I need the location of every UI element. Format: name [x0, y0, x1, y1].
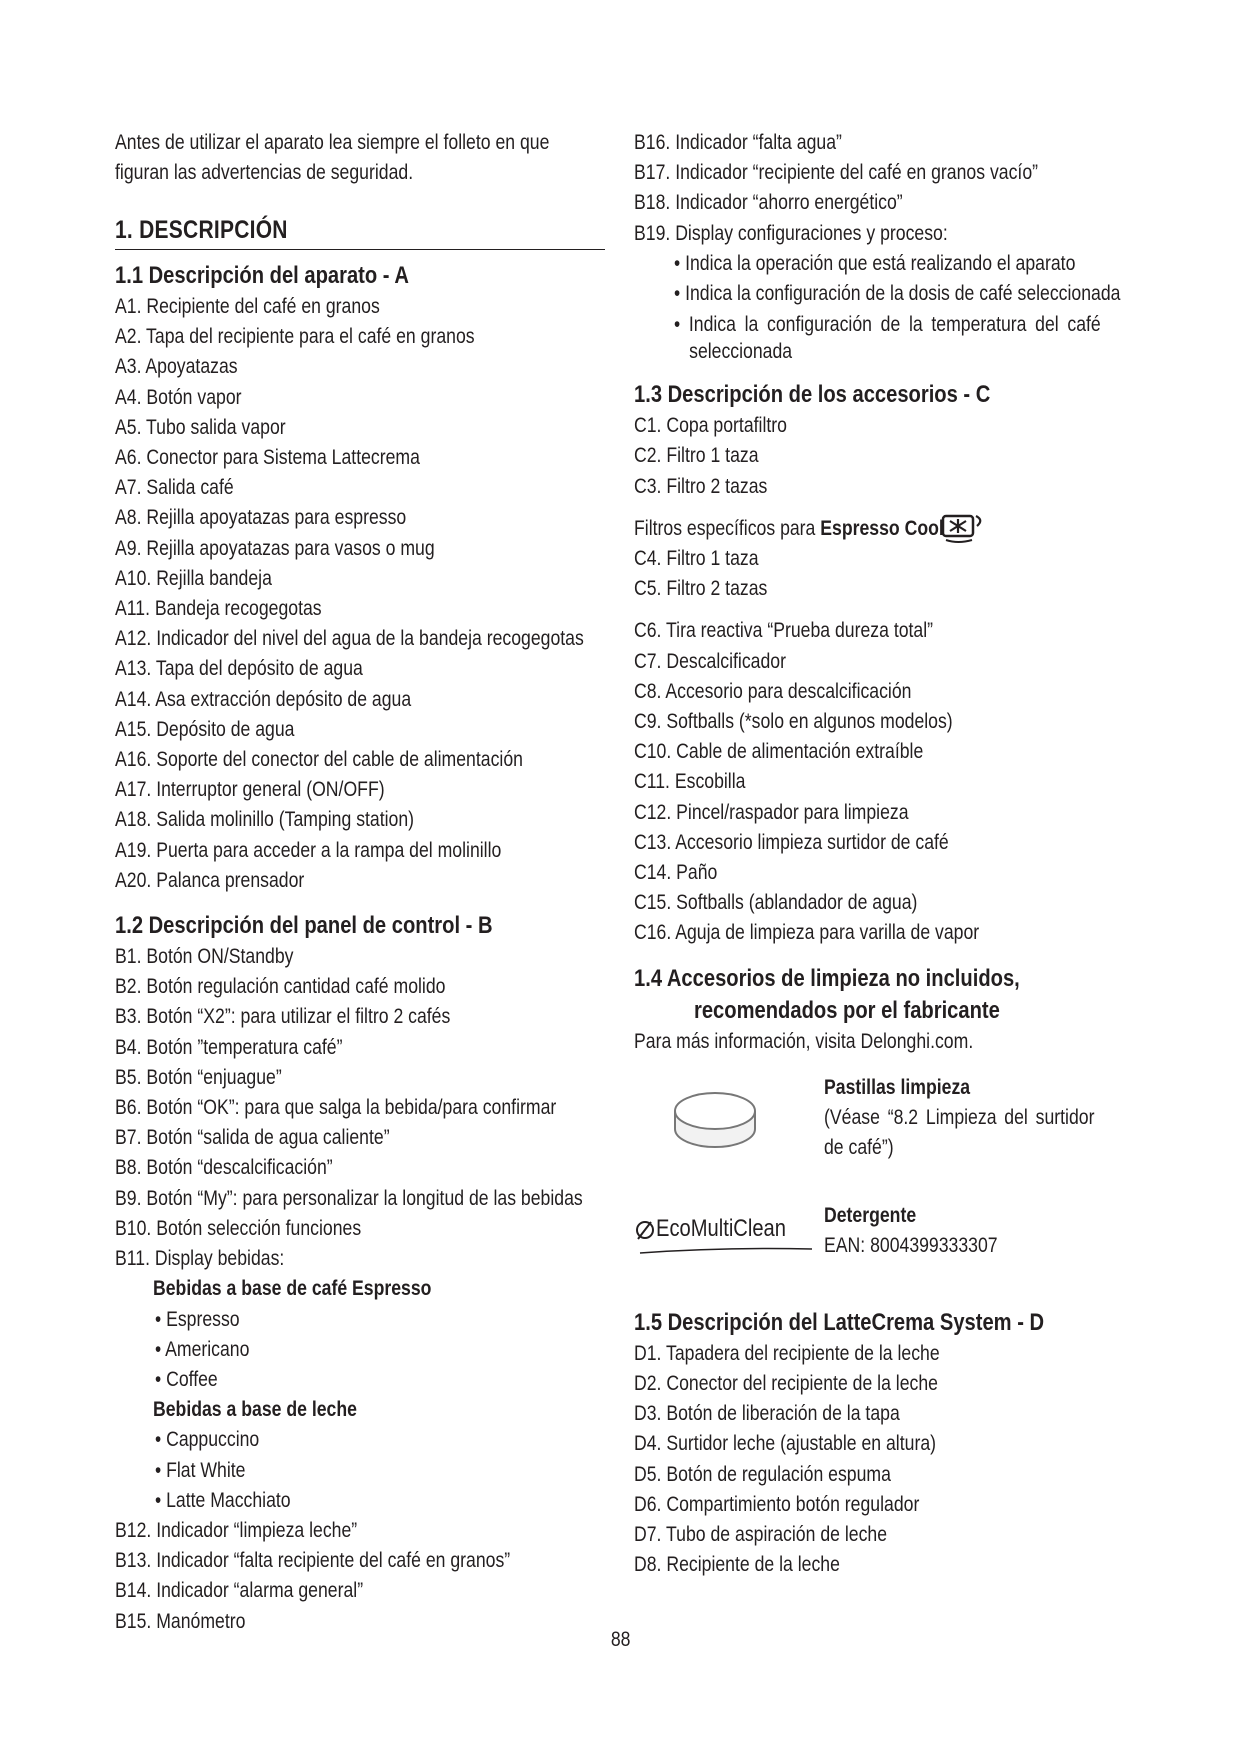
list-milk — [115, 1425, 605, 1516]
list-item-d — [634, 1399, 1124, 1429]
ean-line — [824, 1231, 1124, 1261]
list-item-d — [634, 1339, 1124, 1369]
list-item-b19 — [634, 279, 1124, 309]
list-item-b — [115, 1153, 605, 1183]
list-item-a-text: A3. Apoyatazas — [115, 355, 238, 379]
list-item-c-text: C7. Descalcificador — [634, 649, 786, 673]
list-item-c — [634, 472, 1124, 502]
list-item-c-text: C1. Copa portafiltro — [634, 414, 787, 438]
list-item-b — [634, 128, 1124, 158]
list-item-a-text: A20. Palanca prensador — [115, 868, 305, 892]
list-item-c-text: C9. Softballs (*solo en algunos modelos) — [634, 710, 953, 734]
list-item-b — [115, 1516, 605, 1546]
list-item-espresso — [115, 1335, 605, 1365]
list-item-c-text: C12. Pincel/raspador para limpieza — [634, 800, 909, 824]
list-item-a — [115, 322, 605, 352]
espresso-drinks-label: Bebidas a base de café Espresso — [153, 1277, 432, 1301]
section-1-4-heading-cont — [634, 995, 1124, 1027]
section-1-4-title-line2: recomendados por el fabricante — [694, 996, 1000, 1024]
right-column — [634, 128, 1124, 1581]
list-item-c — [634, 411, 1124, 441]
list-item-b-text: B19. Display configuraciones y proceso: — [634, 221, 948, 245]
section-1-5-title: 1.5 Descripción del LatteCrema System - D — [634, 1308, 1045, 1336]
list-item-espresso-text: • Coffee — [155, 1367, 218, 1391]
list-item-d-text: D3. Botón de liberación de la tapa — [634, 1402, 900, 1426]
list-item-a-text: A8. Rejilla apoyatazas para espresso — [115, 506, 407, 530]
list-item-c — [634, 441, 1124, 471]
list-item-b — [634, 219, 1124, 249]
list-item-d-text: D4. Surtidor leche (ajustable en altura) — [634, 1432, 937, 1456]
list-item-a-text: A2. Tapa del recipiente para el café en granos — [115, 325, 475, 349]
list-item-b — [115, 1214, 605, 1244]
list-item-b19-text: • Indica la operación que está realizando el aparato — [674, 251, 1076, 275]
pastillas-title-text: Pastillas limpieza — [824, 1075, 971, 1099]
list-item-b-text: B2. Botón regulación cantidad café molido — [115, 975, 446, 999]
list-item-b — [115, 1244, 605, 1274]
page-number — [0, 1628, 1241, 1652]
list-item-a — [115, 534, 605, 564]
list-c-part1 — [634, 411, 1124, 502]
list-item-b-text: B9. Botón “My”: para personalizar la longitud de las bebidas — [115, 1186, 583, 1210]
list-item-c-text: C15. Softballs (ablandador de agua) — [634, 891, 918, 915]
list-item-a-text: A17. Interruptor general (ON/OFF) — [115, 778, 385, 802]
list-item-a-text: A1. Recipiente del café en granos — [115, 295, 380, 318]
espresso-cool-icon — [940, 512, 992, 544]
left-column — [115, 128, 605, 1637]
list-item-b-text: B4. Botón ”temperatura café” — [115, 1035, 343, 1059]
list-item-a-text: A11. Bandeja recogegotas — [115, 597, 322, 621]
list-item-b-text: B1. Botón ON/Standby — [115, 945, 294, 969]
detergente-title — [824, 1201, 1124, 1231]
logo-text: EcoMultiClean — [656, 1214, 786, 1242]
list-item-c — [634, 858, 1124, 888]
list-item-a — [115, 503, 605, 533]
section-1-3-heading — [634, 379, 1124, 411]
list-item-espresso — [115, 1305, 605, 1335]
list-item-a-text: A9. Rejilla apoyatazas para vasos o mug — [115, 536, 435, 560]
list-item-b — [115, 1033, 605, 1063]
ean-text: EAN: 8004399333307 — [824, 1234, 998, 1258]
list-item-c — [634, 544, 1124, 574]
pastillas-desc — [824, 1103, 1124, 1163]
list-item-c-text: C11. Escobilla — [634, 770, 746, 794]
list-item-a-text: A14. Asa extracción depósito de agua — [115, 687, 412, 711]
list-item-b — [115, 1002, 605, 1032]
list-item-b — [115, 1576, 605, 1606]
list-item-b — [115, 1546, 605, 1576]
list-item-d — [634, 1460, 1124, 1490]
list-item-a-text: A7. Salida café — [115, 476, 234, 500]
list-c-part2 — [634, 544, 1124, 604]
list-item-b19 — [634, 249, 1124, 279]
detergente-title-text: Detergente — [824, 1203, 917, 1227]
list-item-a-text: A19. Puerta para acceder a la rampa del molinillo — [115, 838, 502, 862]
list-item-b-text: B6. Botón “OK”: para que salga la bebida/para confirmar — [115, 1096, 557, 1120]
list-item-c — [634, 767, 1124, 797]
list-item-b — [634, 188, 1124, 218]
list-c-part3 — [634, 616, 1124, 948]
list-item-b — [115, 1123, 605, 1153]
list-item-espresso — [115, 1365, 605, 1395]
pastillas-desc-text: (Véase “8.2 Limpieza del surtidor de café”) — [824, 1106, 1095, 1160]
list-item-a — [115, 715, 605, 745]
list-item-milk — [115, 1456, 605, 1486]
list-item-milk — [115, 1425, 605, 1455]
list-item-a — [115, 805, 605, 835]
list-b-part1 — [115, 942, 605, 1274]
list-item-c-text: C13. Accesorio limpieza surtidor de café — [634, 830, 949, 854]
list-item-d — [634, 1520, 1124, 1550]
section-1-4-heading — [634, 963, 1124, 995]
list-item-a — [115, 352, 605, 382]
milk-drinks-label: Bebidas a base de leche — [153, 1398, 357, 1422]
list-item-c — [634, 888, 1124, 918]
list-item-c — [634, 574, 1124, 604]
list-item-b-text: B12. Indicador “limpieza leche” — [115, 1518, 358, 1542]
list-b19-bullets — [634, 249, 1124, 365]
milk-drinks-title — [115, 1395, 605, 1425]
list-item-b-text: B18. Indicador “ahorro energético” — [634, 191, 903, 215]
list-item-c — [634, 647, 1124, 677]
list-item-b-text: B13. Indicador “falta recipiente del café en granos” — [115, 1549, 511, 1573]
list-item-d-text: D5. Botón de regulación espuma — [634, 1462, 891, 1486]
list-item-a — [115, 564, 605, 594]
list-item-d-text: D1. Tapadera del recipiente de la leche — [634, 1341, 940, 1365]
list-item-a — [115, 624, 605, 654]
list-item-d — [634, 1550, 1124, 1580]
list-item-b-text: B3. Botón “X2”: para utilizar el filtro 2 cafés — [115, 1005, 451, 1029]
list-item-a-text: A6. Conector para Sistema Lattecrema — [115, 446, 420, 470]
list-item-a-text: A13. Tapa del depósito de agua — [115, 657, 363, 681]
list-item-d-text: D8. Recipiente de la leche — [634, 1553, 840, 1577]
list-item-b19 — [634, 311, 1124, 365]
list-item-b-text: B16. Indicador “falta agua” — [634, 131, 842, 154]
list-item-a — [115, 745, 605, 775]
list-item-c — [634, 798, 1124, 828]
list-item-b-text: B8. Botón “descalcificación” — [115, 1156, 333, 1180]
list-item-c — [634, 828, 1124, 858]
list-item-c-text: C5. Filtro 2 tazas — [634, 577, 768, 601]
list-item-b — [115, 1184, 605, 1214]
list-item-c — [634, 616, 1124, 646]
list-item-milk — [115, 1486, 605, 1516]
list-item-c-text: C2. Filtro 1 taza — [634, 444, 759, 468]
list-item-c-text: C14. Paño — [634, 861, 718, 885]
info-text: Para más información, visita Delonghi.com. — [634, 1029, 974, 1053]
list-item-b-text: B5. Botón “enjuague” — [115, 1065, 282, 1089]
intro-span: Antes de utilizar el aparato lea siempre el folleto en que figuran las advertencias de seguridad. — [115, 131, 550, 184]
pastillas-block — [634, 1073, 1124, 1185]
detergente-block — [634, 1201, 1124, 1279]
section-1-heading — [115, 216, 605, 250]
section-1-2-heading — [115, 910, 605, 942]
list-item-a-text: A15. Depósito de agua — [115, 717, 295, 741]
list-item-a — [115, 594, 605, 624]
cleaning-tablet-icon — [672, 1089, 758, 1151]
list-item-a-text: A4. Botón vapor — [115, 385, 242, 409]
list-item-b-text: B7. Botón “salida de agua caliente” — [115, 1126, 390, 1150]
list-item-a-text: A12. Indicador del nivel del agua de la bandeja recogegotas — [115, 627, 584, 651]
list-a — [115, 292, 605, 896]
list-item-a — [115, 866, 605, 896]
page-number-text: 88 — [610, 1628, 631, 1651]
list-item-c-text: C4. Filtro 1 taza — [634, 547, 759, 571]
list-item-c-text: C3. Filtro 2 tazas — [634, 474, 768, 498]
list-item-b-text: B14. Indicador “alarma general” — [115, 1579, 364, 1603]
list-b-part2 — [115, 1516, 605, 1637]
section-1-1-heading — [115, 260, 605, 292]
espresso-drinks-title — [115, 1274, 605, 1304]
list-item-d-text: D7. Tubo de aspiración de leche — [634, 1523, 888, 1547]
list-item-c-text: C10. Cable de alimentación extraíble — [634, 740, 924, 764]
list-item-a-text: A5. Tubo salida vapor — [115, 415, 286, 439]
pastillas-title — [824, 1073, 1124, 1103]
list-item-c-text: C16. Aguja de limpieza para varilla de vapor — [634, 921, 980, 945]
list-item-b — [115, 972, 605, 1002]
list-item-b-text: B10. Botón selección funciones — [115, 1216, 362, 1240]
list-item-b-text: B15. Manómetro — [115, 1609, 246, 1633]
list-item-b-text: B17. Indicador “recipiente del café en granos vacío” — [634, 161, 1039, 185]
list-item-d — [634, 1490, 1124, 1520]
intro-text — [115, 128, 605, 188]
list-item-c-text: C6. Tira reactiva “Prueba dureza total” — [634, 619, 934, 643]
ecomulticlean-logo-text — [656, 1215, 811, 1243]
list-item-d-text: D6. Compartimiento botón regulador — [634, 1492, 920, 1516]
list-item-a — [115, 443, 605, 473]
section-1-5-heading — [634, 1307, 1124, 1339]
list-item-milk-text: • Latte Macchiato — [155, 1488, 291, 1512]
list-item-b — [115, 1063, 605, 1093]
list-item-a — [115, 654, 605, 684]
list-item-c — [634, 677, 1124, 707]
list-item-a — [115, 292, 605, 322]
list-item-a — [115, 473, 605, 503]
list-item-d — [634, 1429, 1124, 1459]
list-item-a-text: A18. Salida molinillo (Tamping station) — [115, 808, 415, 832]
list-espresso — [115, 1305, 605, 1396]
info-line — [634, 1027, 1124, 1057]
list-item-a — [115, 836, 605, 866]
list-item-milk-text: • Flat White — [155, 1458, 246, 1482]
list-item-a — [115, 685, 605, 715]
cool-prefix: Filtros específicos para — [634, 516, 821, 540]
list-item-c-text: C8. Accesorio para descalcificación — [634, 679, 912, 703]
list-item-b — [115, 942, 605, 972]
list-item-a — [115, 383, 605, 413]
list-item-milk-text: • Cappuccino — [155, 1428, 260, 1452]
list-item-b — [115, 1093, 605, 1123]
list-item-espresso-text: • Espresso — [155, 1307, 240, 1331]
section-1-2-title: 1.2 Descripción del panel de control - B — [115, 912, 493, 940]
list-item-b19-text: • Indica la configuración de la dosis de café seleccionada — [674, 282, 1121, 306]
list-b-part3 — [634, 128, 1124, 249]
list-item-d — [634, 1369, 1124, 1399]
list-item-c — [634, 737, 1124, 767]
list-item-espresso-text: • Americano — [155, 1337, 250, 1361]
section-1-4-title-line1: 1.4 Accesorios de limpieza no incluidos, — [634, 964, 1020, 992]
list-item-a — [115, 775, 605, 805]
list-item-d-text: D2. Conector del recipiente de la leche — [634, 1372, 938, 1396]
list-d — [634, 1339, 1124, 1581]
list-item-b — [634, 158, 1124, 188]
section-1-3-title: 1.3 Descripción de los accesorios - C — [634, 381, 991, 409]
list-item-a — [115, 413, 605, 443]
list-item-a-text: A16. Soporte del conector del cable de alimentación — [115, 748, 523, 772]
cool-bold: Espresso Cool — [820, 516, 944, 540]
list-item-b19-text: • Indica la configuración de la temperatura del café seleccionada — [674, 313, 1101, 364]
list-item-c — [634, 707, 1124, 737]
section-1-title: 1. DESCRIPCIÓN — [115, 216, 288, 244]
list-item-b-text: B11. Display bebidas: — [115, 1247, 285, 1271]
section-1-1-title: 1.1 Descripción del aparato - A — [115, 262, 409, 289]
cool-filters-line — [634, 514, 1124, 544]
list-item-c — [634, 918, 1124, 948]
list-item-a-text: A10. Rejilla bandeja — [115, 566, 272, 590]
